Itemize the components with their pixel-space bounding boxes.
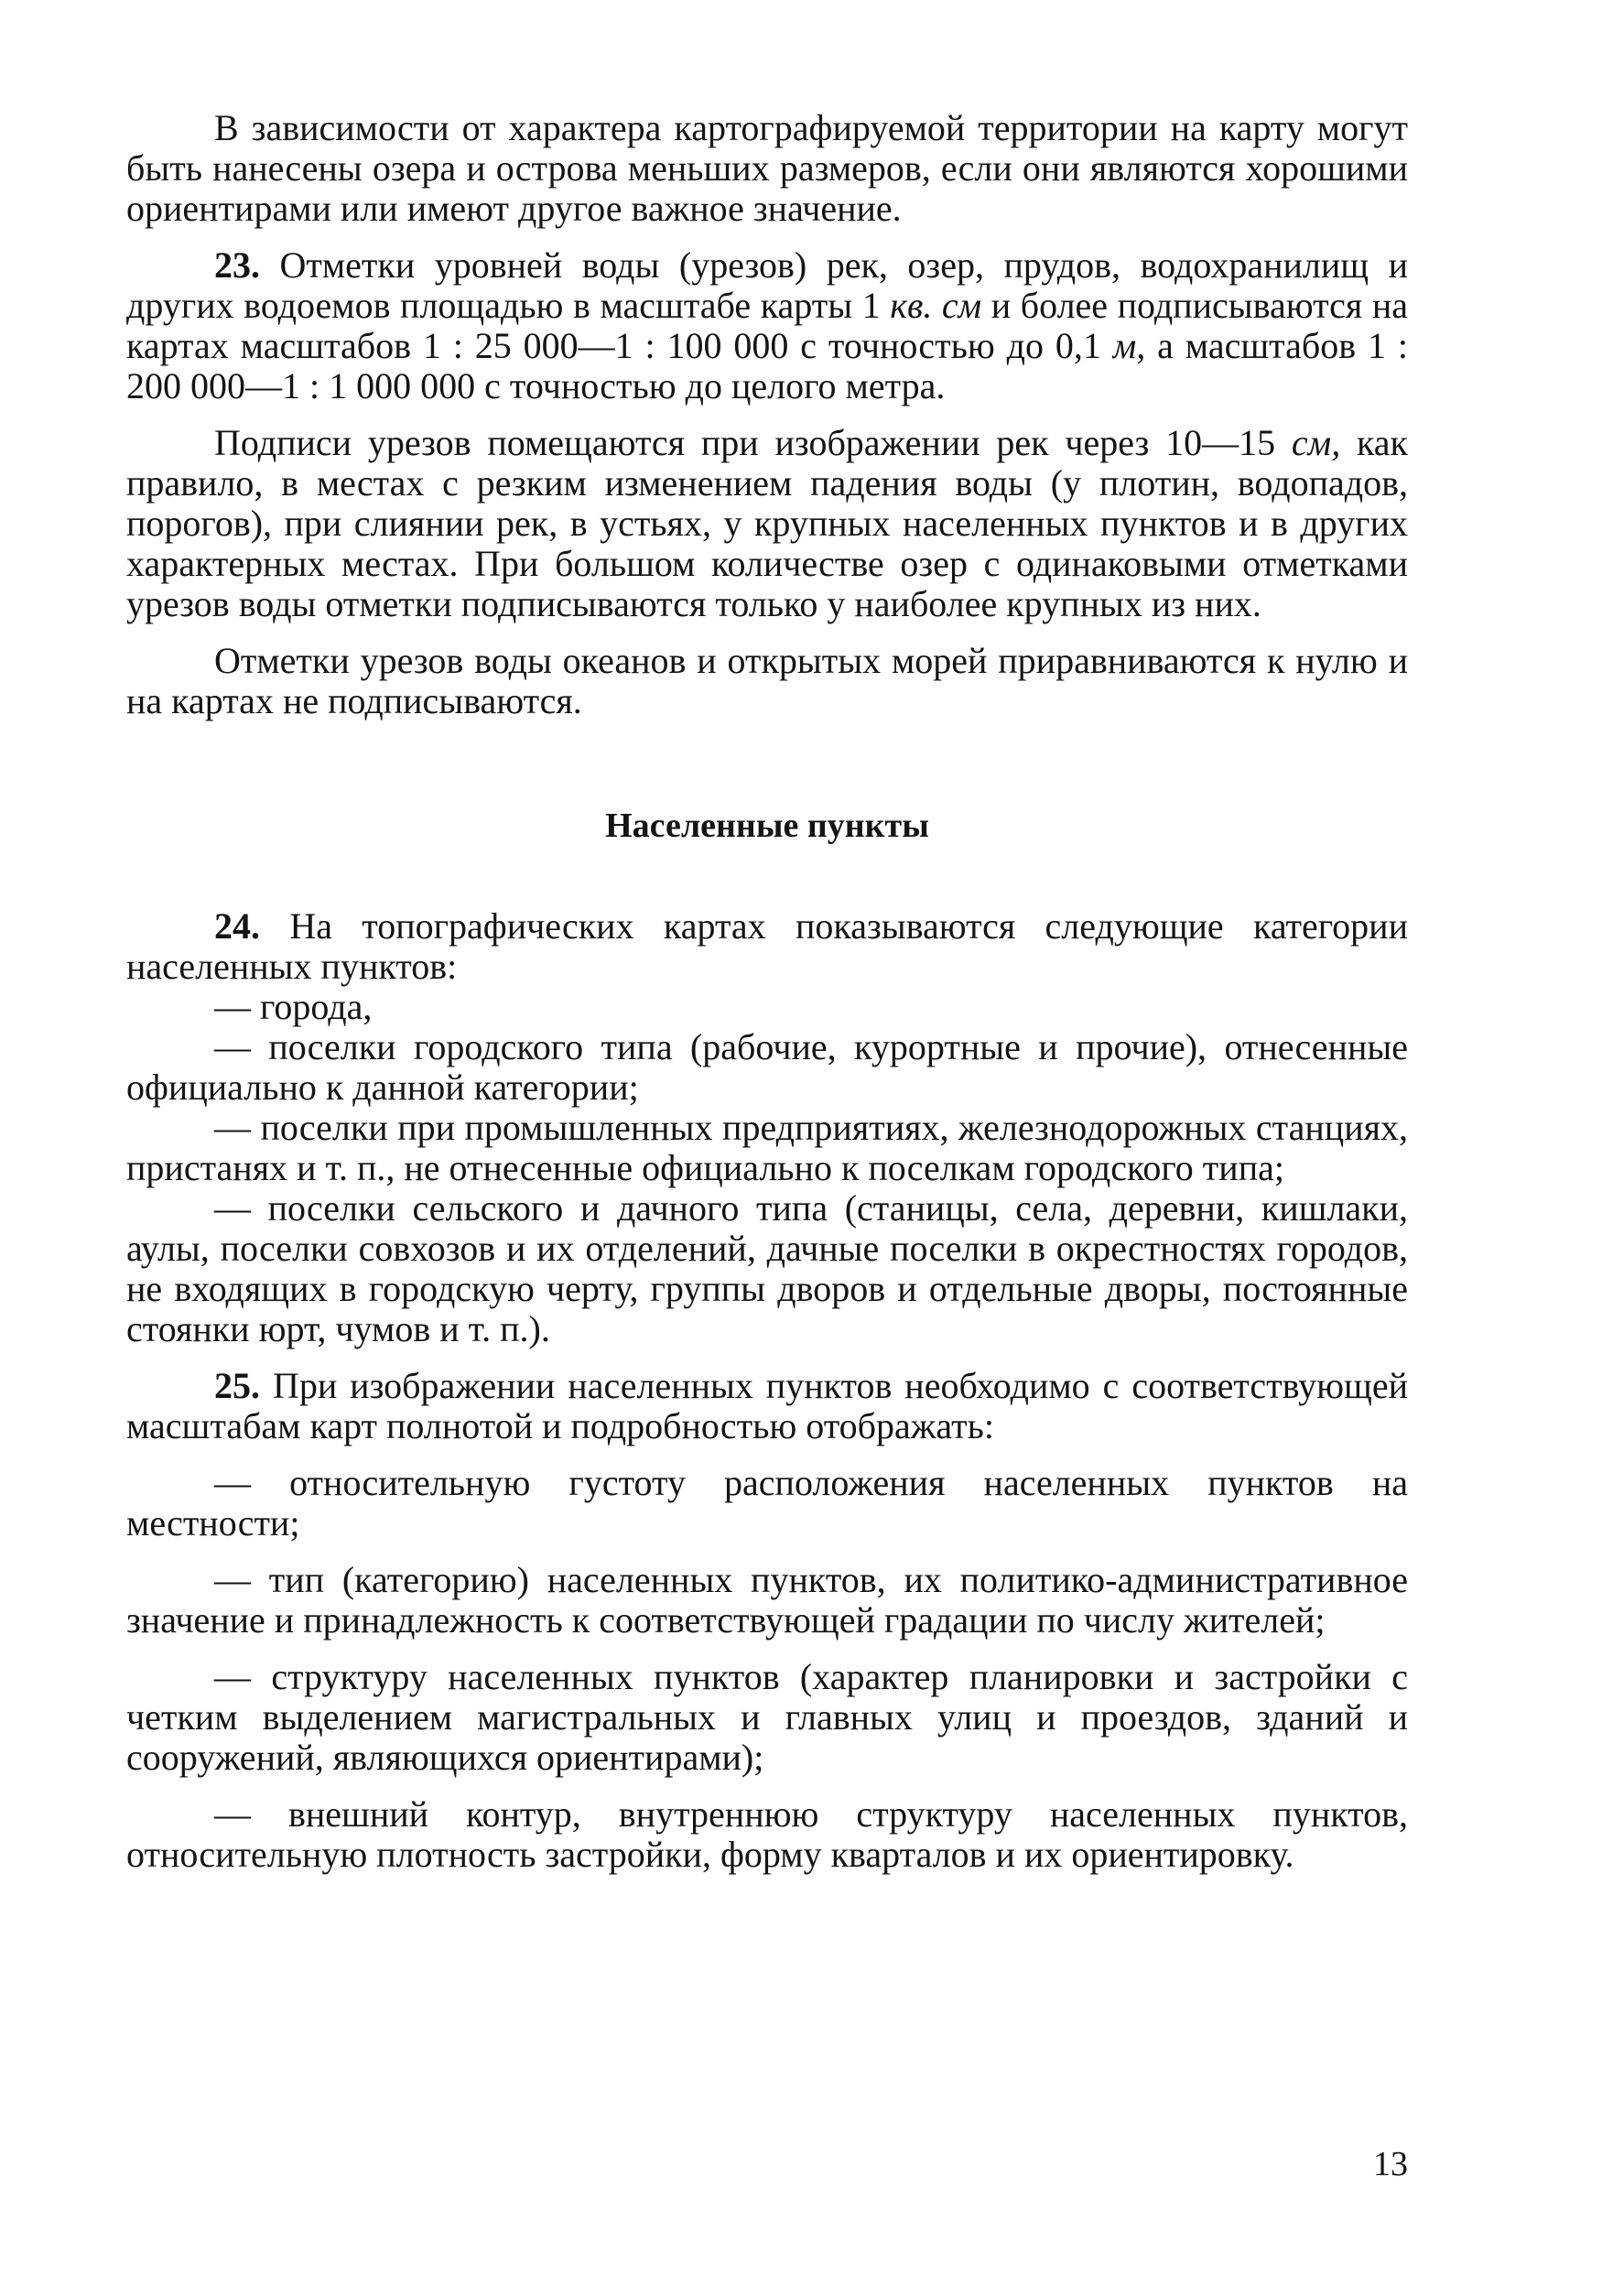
paragraph-25-text: При изображении населенных пунктов необходимо с соответствующей масштабам карт полнотой и подробностью отображать: [126,1365,1408,1446]
item-number-24: 24. [214,905,260,947]
unit-cm: см, [1291,422,1341,463]
unit-m: м [1112,325,1137,366]
list-item: — поселки при промышленных предприятиях, железнодорожных станциях, пристанях и т. п., не отнесенные официально к поселкам городского типа; [126,1107,1408,1188]
list-item: — города, [214,986,373,1027]
paragraph-25 [126,1366,1408,1446]
paragraph-ocean-levels: Отметки урезов воды океанов и открытых морей приравниваются к нулю и на картах не подписываются. [126,640,1408,721]
paragraph-lakes-islands: В зависимости от характера картографируемой территории на карту могут быть нанесены озера и острова меньших размеров, если они являются хорошими ориентирами или имеют другое важное значение. [126,107,1408,229]
paragraph-24-text: На топографических картах показываются следующие категории населенных пунктов: [126,905,1408,987]
list-item: — поселки городского типа (рабочие, курортные и прочие), отнесенные официально к данной категории; [126,1026,1408,1108]
paragraph-waterline-text-b: как правило, в местах с резким изменением падения воды (у плотин, водопадов, порогов), при слиянии рек, в устьях, у крупных населенных пунктов и в других характерных местах. При большом количестве озер с одинаковыми отметками урезов воды отметки подписываются только у наиболее крупных из них. [126,422,1408,624]
paragraph-23-text-c: , а масштабов 1 : 200 000—1 : 1 000 000 с точностью до целого метра. [126,325,1408,406]
item-number-23: 23. [214,244,260,286]
list-item: — поселки сельского и дачного типа (станицы, села, деревни, кишлаки, аулы, поселки совхозов и их отделений, дачные поселки в окрестностях городов, не входящих в городскую черту, группы дворов и отдельные дворы, постоянные стоянки юрт, чумов и т. п.). [126,1187,1408,1349]
page-body [126,108,1408,1875]
page-number: 13 [1373,2145,1408,2183]
paragraph-waterline-labels [126,423,1408,624]
unit-sq-cm: кв. см [890,285,982,326]
list-item: — структуру населенных пунктов (характер планировки и застройки с четким выделением магистральных и главных улиц и проездов, зданий и сооружений, являющихся ориентирами); [126,1656,1408,1778]
item-number-25: 25. [214,1365,260,1406]
list-item: — относительную густоту расположения населенных пунктов на местности; [126,1462,1408,1543]
paragraph-24 [126,906,1408,987]
paragraph-23 [126,245,1408,406]
list-item: — внешний контур, внутреннюю структуру населенных пунктов, относительную плотность застройки, форму кварталов и их ориентировку. [126,1793,1408,1875]
paragraph-waterline-text-a: Подписи урезов помещаются при изображении рек через 10—15 [214,422,1292,463]
paragraph-23-text-a: Отметки уровней воды (урезов) рек, озер, прудов, водохранилищ и других водоемов площадью в масштабе карты 1 [126,244,1408,326]
list-item: — тип (категорию) населенных пунктов, их политико-административное значение и принадлежность к соответствующей градации по числу жителей; [126,1559,1408,1641]
section-heading: Населенные пункты [605,807,929,845]
paragraph-23-text-b: и более подписываются на картах масштабов 1 : 25 000—1 : 100 000 с точностью до 0,1 [126,285,1409,366]
